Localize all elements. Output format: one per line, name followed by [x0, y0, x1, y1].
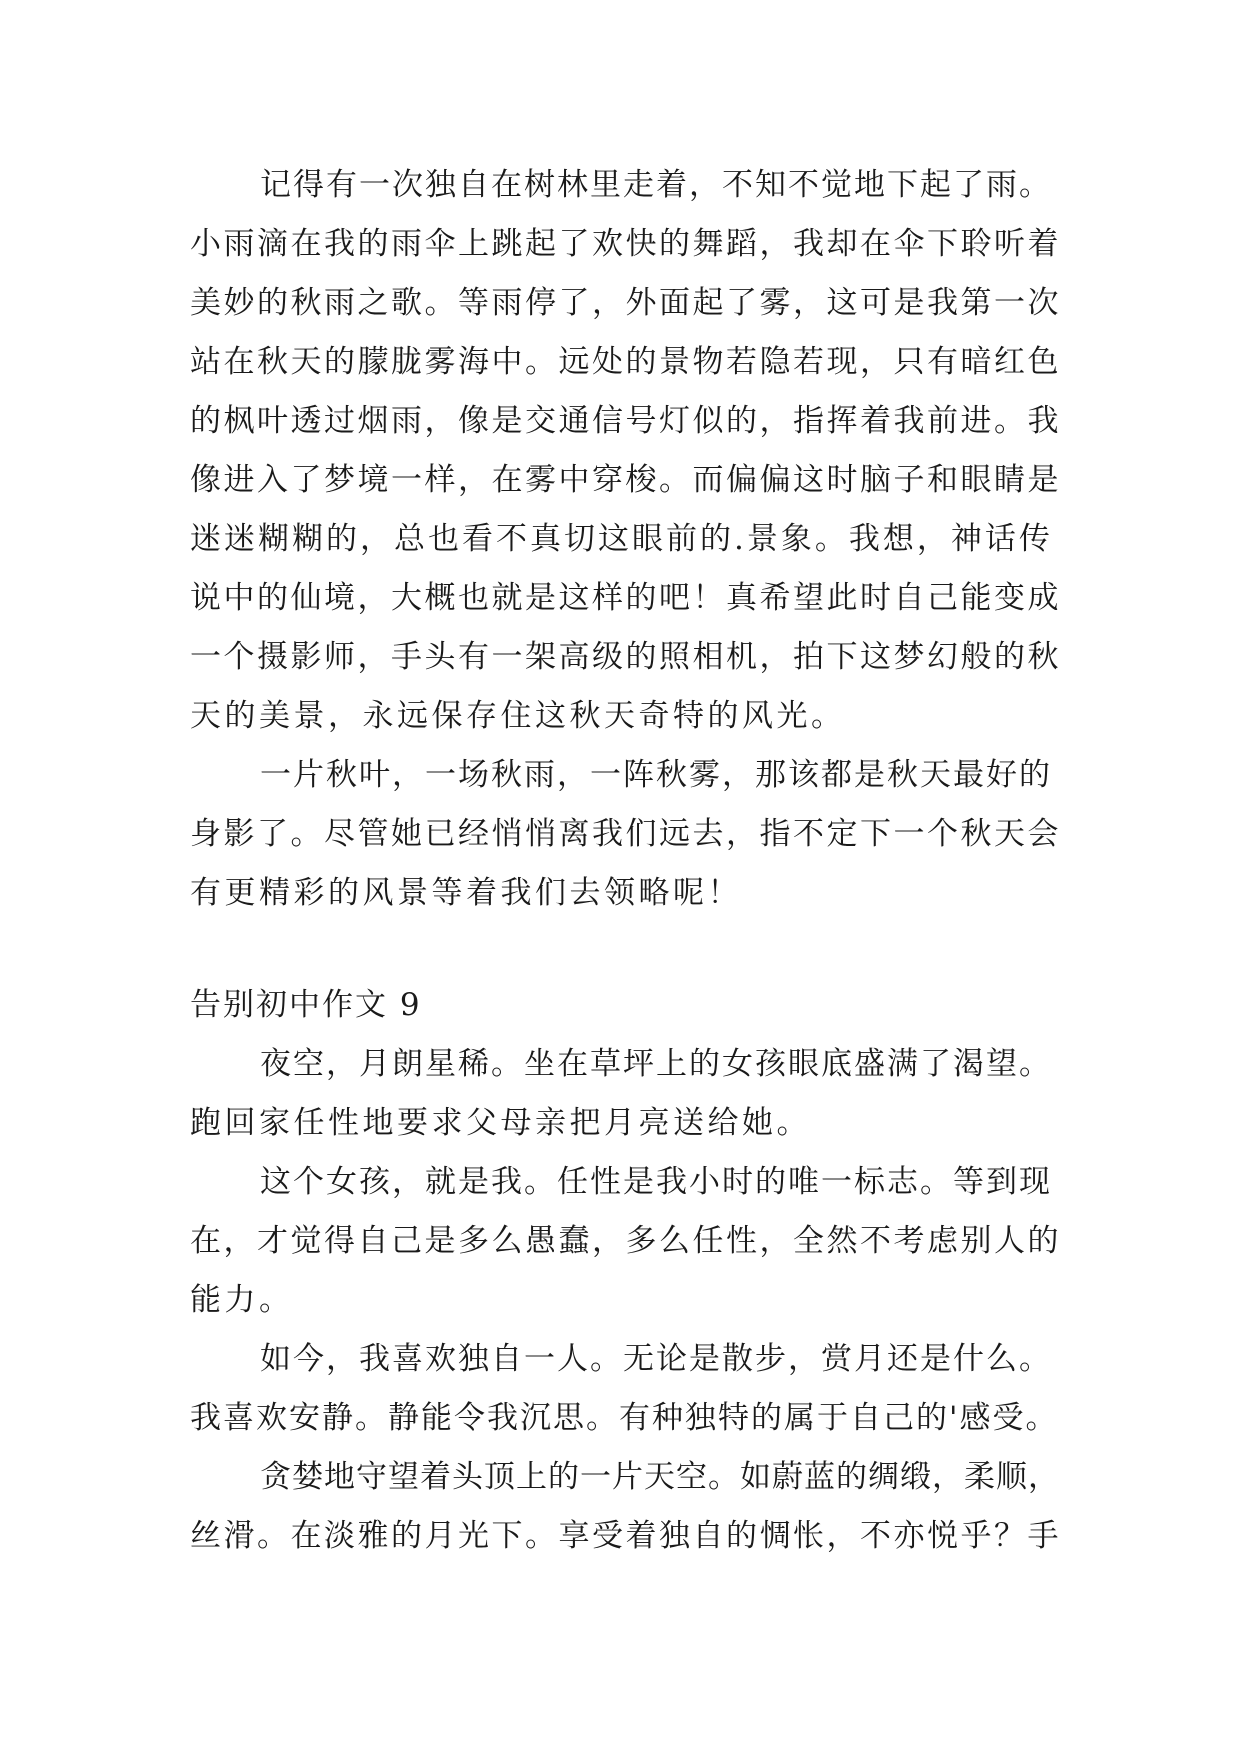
paragraph-line: 身影了。尽管她已经悄悄离我们远去，指不定下一个秋天会 — [190, 816, 1061, 852]
paragraph-line: 像进入了梦境一样，在雾中穿梭。而偏偏这时脑子和眼睛是 — [190, 462, 1061, 498]
paragraph-line: 有更精彩的风景等着我们去领略呢！ — [190, 875, 742, 911]
paragraph-line: 夜空，月朗星稀。坐在草坪上的女孩眼底盛满了渴望。 — [260, 1046, 1052, 1082]
paragraph-line: 我喜欢安静。静能令我沉思。有种独特的属于自己的'感受。 — [190, 1400, 1059, 1436]
paragraph-line: 记得有一次独自在树林里走着，不知不觉地下起了雨。 — [260, 167, 1052, 203]
paragraph-line: 说中的仙境，大概也就是这样的吧！真希望此时自己能变成 — [190, 580, 1061, 616]
paragraph-line: 贪婪地守望着头顶上的一片天空。如蔚蓝的绸缎，柔顺， — [260, 1459, 1060, 1495]
paragraph-line: 迷迷糊糊的，总也看不真切这眼前的.景象。我想，神话传 — [190, 521, 1053, 557]
paragraph-line: 的枫叶透过烟雨，像是交通信号灯似的，指挥着我前进。我 — [190, 403, 1061, 439]
paragraph-line: 丝滑。在淡雅的月光下。享受着独自的惆怅，不亦悦乎？手 — [190, 1518, 1061, 1554]
paragraph-line: 天的美景，永远保存住这秋天奇特的风光。 — [190, 698, 846, 734]
paragraph-line: 一片秋叶，一场秋雨，一阵秋雾，那该都是秋天最好的 — [260, 757, 1052, 793]
paragraph-line: 美妙的秋雨之歌。等雨停了，外面起了雾，这可是我第一次 — [190, 285, 1061, 321]
paragraph-line: 能力。 — [190, 1282, 294, 1318]
paragraph-line: 在，才觉得自己是多么愚蠢，多么任性，全然不考虑别人的 — [190, 1223, 1061, 1259]
paragraph-line: 如今，我喜欢独自一人。无论是散步，赏月还是什么。 — [260, 1341, 1052, 1377]
paragraph-line: 站在秋天的朦胧雾海中。远处的景物若隐若现，只有暗红色 — [190, 344, 1061, 380]
paragraph-line: 跑回家任性地要求父母亲把月亮送给她。 — [190, 1105, 811, 1141]
section-heading: 告别初中作文 9 — [190, 987, 422, 1023]
paragraph-line: 小雨滴在我的雨伞上跳起了欢快的舞蹈，我却在伞下聆听着 — [190, 226, 1061, 262]
paragraph-line: 这个女孩，就是我。任性是我小时的唯一标志。等到现 — [260, 1164, 1052, 1200]
paragraph-line: 一个摄影师，手头有一架高级的照相机，拍下这梦幻般的秋 — [190, 639, 1061, 675]
